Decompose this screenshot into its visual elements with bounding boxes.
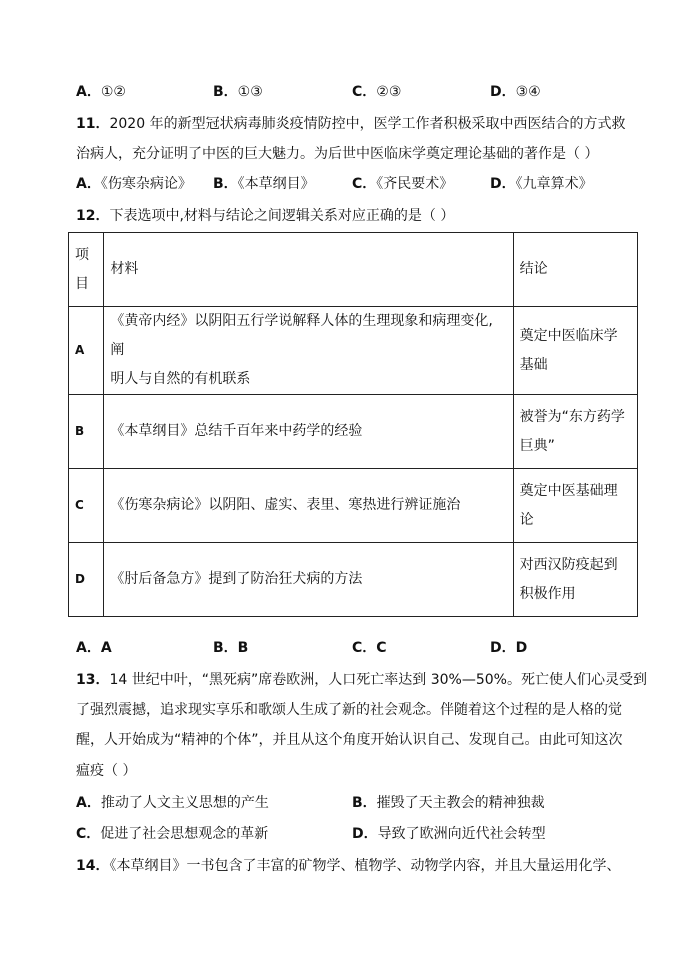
question-number: 12． bbox=[76, 208, 110, 224]
conclusion-line2: 基础 bbox=[519, 356, 548, 373]
row-material: 《伤寒杂病论》以阴阳、虚实、表里、寒热进行辨证施治 bbox=[104, 469, 513, 543]
option-letter: D． bbox=[490, 640, 516, 656]
option-letter: C． bbox=[352, 84, 377, 100]
option-letter: A． bbox=[76, 640, 101, 656]
row-material bbox=[104, 307, 513, 395]
option-text: 摧毁了天主教会的精神独裁 bbox=[376, 795, 545, 811]
q11-option-b bbox=[213, 174, 315, 194]
q11-option-c bbox=[352, 174, 453, 194]
option-text: 《本草纲目》 bbox=[237, 176, 315, 192]
option-text: 促进了社会思想观念的革新 bbox=[100, 826, 269, 842]
option-letter: A． bbox=[76, 84, 101, 100]
table-header-row bbox=[69, 233, 638, 307]
option-text: C bbox=[376, 640, 387, 656]
stem-text: 《本草纲目》一书包含了丰富的矿物学、植物学、动物学内容，并且大量运用化学、 bbox=[109, 858, 621, 874]
q13-option-d bbox=[352, 824, 546, 844]
option-letter: B． bbox=[213, 176, 238, 192]
option-text: 导致了欧洲向近代社会转型 bbox=[377, 826, 546, 842]
option-letter: C． bbox=[352, 176, 377, 192]
option-letter: B． bbox=[213, 84, 238, 100]
option-letter: B． bbox=[213, 640, 238, 656]
conclusion-line1: 被誉为“东方药学 bbox=[519, 408, 625, 425]
q11-stem-line2: 治病人，充分证明了中医的巨大魅力。为后世中医临床学奠定理论基础的著作是（ ） bbox=[76, 146, 599, 162]
conclusion-line2: 积极作用 bbox=[519, 585, 576, 602]
option-text: ①② bbox=[100, 84, 126, 100]
q10-option-c bbox=[352, 82, 401, 102]
q13-stem-line1 bbox=[76, 670, 647, 690]
option-text: 《齐民要术》 bbox=[376, 176, 454, 192]
option-text: ①③ bbox=[237, 84, 263, 100]
q12-option-c bbox=[352, 638, 387, 658]
option-text: B bbox=[237, 640, 249, 656]
header-item-line1: 项 bbox=[75, 246, 89, 263]
stem-text: 下表选项中,材料与结论之间逻辑关系对应正确的是（ ） bbox=[109, 208, 455, 224]
q13-stem-line3: 醒，人开始成为“精神的个体”，并且从这个角度开始认识自己、发现自己。由此可知这次 bbox=[76, 732, 623, 748]
option-text: ③④ bbox=[515, 84, 541, 100]
option-text: D bbox=[515, 640, 528, 656]
conclusion-line2: 巨典” bbox=[519, 437, 555, 454]
q12-option-d bbox=[490, 638, 527, 658]
row-material: 《本草纲目》总结千百年来中药学的经验 bbox=[104, 395, 513, 469]
q14-stem-line1 bbox=[76, 856, 620, 876]
option-text: 推动了人文主义思想的产生 bbox=[100, 795, 269, 811]
question-number: 11． bbox=[76, 116, 110, 132]
option-letter: A． bbox=[76, 795, 101, 811]
conclusion-line1: 奠定中医基础理 bbox=[519, 482, 618, 499]
q11-option-a bbox=[76, 174, 192, 194]
option-letter: C． bbox=[76, 826, 101, 842]
q12-option-b bbox=[213, 638, 248, 658]
row-conclusion bbox=[513, 307, 637, 395]
option-text: 《九章算术》 bbox=[515, 176, 593, 192]
row-conclusion bbox=[513, 543, 637, 617]
row-material: 《肘后备急方》提到了防治狂犬病的方法 bbox=[104, 543, 513, 617]
row-item: A bbox=[69, 307, 104, 395]
header-material: 材料 bbox=[104, 233, 513, 307]
stem-text: 14 世纪中叶，“黑死病”席卷欧洲，人口死亡率达到 30%—50%。死亡使人们心灵受到 bbox=[109, 672, 647, 688]
option-letter: A． bbox=[76, 176, 101, 192]
material-line2: 明人与自然的有机联系 bbox=[110, 371, 251, 387]
header-conclusion: 结论 bbox=[513, 233, 637, 307]
option-text: A bbox=[100, 640, 112, 656]
option-letter: D． bbox=[352, 826, 378, 842]
option-text: ②③ bbox=[376, 84, 402, 100]
q13-option-c bbox=[76, 824, 268, 844]
option-letter: D． bbox=[490, 176, 516, 192]
option-text: 《伤寒杂病论》 bbox=[100, 176, 192, 192]
conclusion-line1: 对西汉防疫起到 bbox=[519, 556, 618, 573]
q10-option-d bbox=[490, 82, 541, 102]
q13-option-a bbox=[76, 793, 269, 813]
header-item-line2: 目 bbox=[75, 275, 89, 292]
row-conclusion bbox=[513, 469, 637, 543]
q12-option-a bbox=[76, 638, 112, 658]
question-number: 14． bbox=[76, 858, 110, 874]
q13-stem-line2: 了强烈震撼，追求现实享乐和歌颂人生成了新的社会观念。伴随着这个过程的是人格的觉 bbox=[76, 702, 622, 718]
row-item: C bbox=[69, 469, 104, 543]
q10-option-b bbox=[213, 82, 263, 102]
q10-option-a bbox=[76, 82, 126, 102]
q12-table bbox=[68, 232, 638, 617]
table-row bbox=[69, 469, 638, 543]
table-row bbox=[69, 543, 638, 617]
q12-stem bbox=[76, 206, 454, 226]
q11-option-d bbox=[490, 174, 593, 194]
conclusion-line2: 论 bbox=[519, 511, 534, 528]
option-letter: D． bbox=[490, 84, 516, 100]
table-row bbox=[69, 307, 638, 395]
option-letter: B． bbox=[352, 795, 377, 811]
row-item: B bbox=[69, 395, 104, 469]
row-item: D bbox=[69, 543, 104, 617]
q11-stem-line1 bbox=[76, 114, 626, 134]
header-item bbox=[69, 233, 104, 307]
table-row bbox=[69, 395, 638, 469]
q13-option-b bbox=[352, 793, 545, 813]
q13-stem-line4: 瘟疫（ ） bbox=[76, 763, 137, 779]
material-line1: 《黄帝内经》以阴阳五行学说解释人体的生理现象和病理变化,阐 bbox=[110, 313, 493, 358]
question-number: 13． bbox=[76, 672, 110, 688]
option-letter: C． bbox=[352, 640, 377, 656]
conclusion-line1: 奠定中医临床学 bbox=[519, 327, 618, 344]
row-conclusion bbox=[513, 395, 637, 469]
stem-text: 2020 年的新型冠状病毒肺炎疫情防控中，医学工作者积极采取中西医结合的方式救 bbox=[109, 116, 626, 132]
